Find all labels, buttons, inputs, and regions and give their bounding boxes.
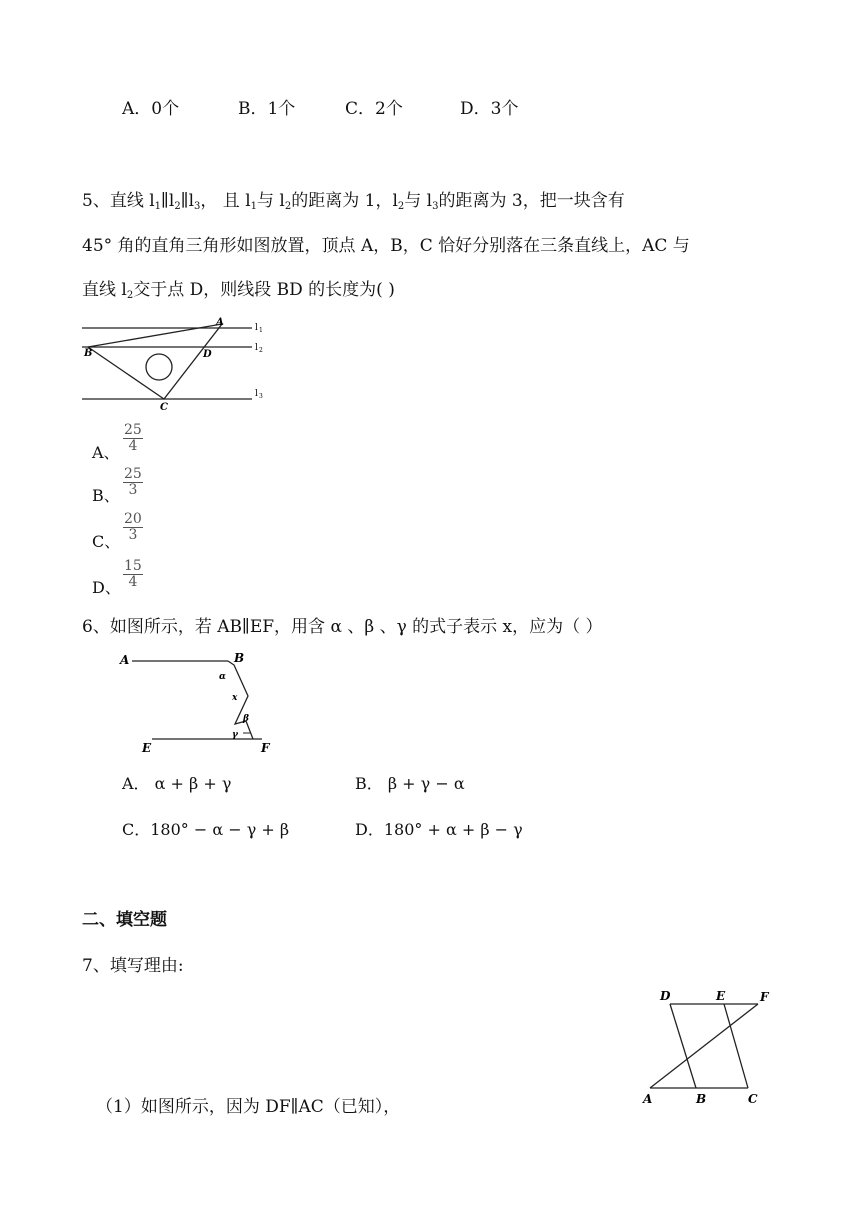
- fig5-label-l2-sub: 2: [259, 347, 263, 354]
- fig5-label-c: C: [160, 402, 168, 413]
- section-title-fill-blank: 二、填空题: [82, 910, 167, 930]
- q5-option-a-label: A、: [92, 443, 120, 462]
- fig7-label-e: E: [716, 989, 726, 1003]
- fig5-label-l3-sub: 3: [259, 393, 263, 400]
- q5-option-a-fraction: $\frac{25}{4}$: [124, 422, 142, 454]
- q6-stem: 6、如图所示，若 AB∥EF，用含 α 、β 、γ 的式子表示 x，应为（ ）: [82, 617, 603, 637]
- q5-option-b-fraction: $\frac{25}{3}$: [124, 466, 142, 498]
- fig6-label-gamma: γ: [232, 730, 238, 740]
- q5-figure: [80, 316, 280, 416]
- q5-option-c-label: C、: [92, 532, 121, 551]
- q5-option-d-label: D、: [92, 578, 121, 597]
- fig5-label-a: A: [216, 317, 224, 328]
- fig6-label-alpha: α: [219, 672, 226, 682]
- q6-option-d: D．180° + α + β − γ: [355, 820, 523, 839]
- q5-stem-line2: 45° 角的直角三角形如图放置，顶点 A，B，C 恰好分别落在三条直线上，AC 与: [82, 236, 690, 256]
- q5-option-b-label: B、: [92, 486, 120, 505]
- fig5-label-l3: l: [255, 389, 258, 399]
- q6-option-b: B． β + γ − α: [355, 774, 465, 793]
- q7-stem: 7、填写理由:: [82, 956, 184, 976]
- q6-figure: [116, 648, 286, 760]
- q7-part1: （1）如图所示，因为 DF∥AC（已知），: [96, 1097, 401, 1117]
- fig6-label-beta: β: [243, 714, 249, 724]
- q7-figure: [638, 986, 778, 1110]
- fig6-label-b: B: [234, 651, 245, 665]
- q4-option-d: D．3个: [460, 99, 519, 119]
- q6-option-c: C．180° − α − γ + β: [122, 820, 290, 839]
- q4-option-b: B．1个: [238, 99, 296, 119]
- fig5-label-l1: l: [255, 323, 258, 333]
- q5-stem-line3: 直线 $l_2$交于点 D，则线段 BD 的长度为( ): [82, 280, 395, 301]
- fig5-label-b: B: [84, 348, 93, 359]
- q4-option-a: A．0个: [122, 99, 180, 119]
- q5-option-c-fraction: $\frac{20}{3}$: [124, 511, 142, 543]
- fig7-label-d: D: [660, 989, 671, 1003]
- q4-option-c: C．2个: [345, 99, 403, 119]
- fig7-label-a: A: [643, 1092, 653, 1106]
- fig6-label-f: F: [261, 741, 270, 755]
- fig7-label-b: B: [696, 1092, 707, 1106]
- fig6-label-a: A: [120, 653, 130, 667]
- q5-option-d-fraction: $\frac{15}{4}$: [124, 558, 142, 590]
- fig7-label-f: F: [760, 990, 769, 1004]
- fig5-label-l1-sub: 1: [259, 327, 263, 334]
- fig6-label-x: x: [232, 693, 238, 703]
- q6-option-a: A． α + β + γ: [122, 774, 232, 793]
- fig5-label-l2: l: [255, 343, 258, 353]
- fig5-label-d: D: [203, 349, 212, 360]
- fig7-label-c: C: [748, 1092, 758, 1106]
- q5-stem-line1: 5、直线 $l_1\parallel l_2\parallel l_3$， 且 $l_1$与 $l_2$的距离为 1，$l_2$与 $l_3$的距离为 3，把一块含有: [82, 191, 625, 212]
- fig6-label-e: E: [142, 741, 152, 755]
